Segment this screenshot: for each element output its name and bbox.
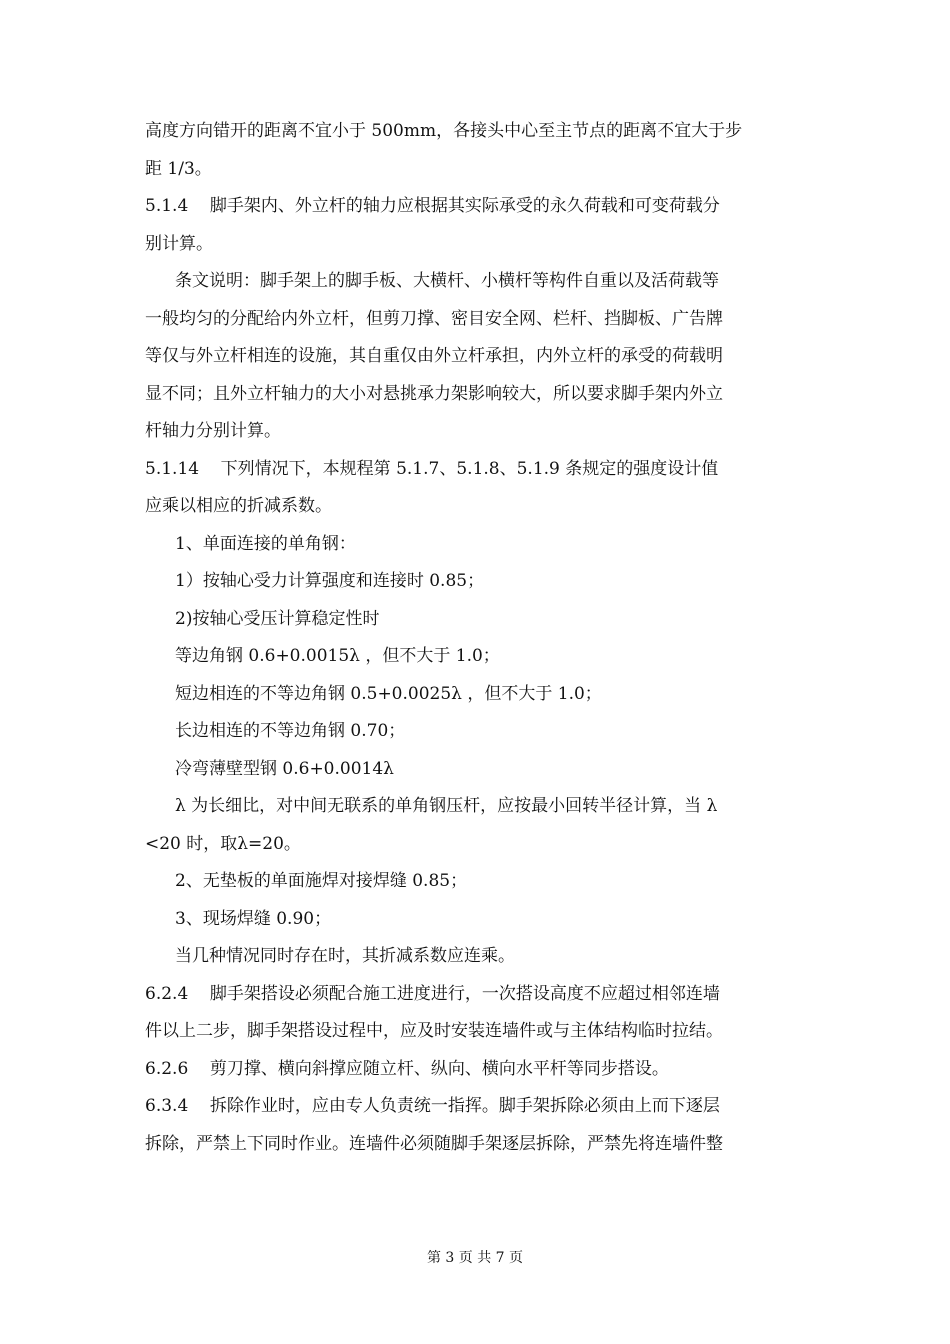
text-line: 当几种情况同时存在时，其折减系数应连乘。 [175, 946, 515, 966]
text-line: 件以上二步，脚手架搭设过程中，应及时安装连墙件或与主体结构临时拉结。 [145, 1021, 723, 1041]
text-line: 一般均匀的分配给内外立杆，但剪刀撑、密目安全网、栏杆、挡脚板、广告牌 [145, 308, 723, 329]
list-item: 2、无垫板的单面施焊对接焊缝 0.85； [175, 871, 468, 891]
text-line: 距 1/3。 [145, 158, 212, 179]
list-item: 1、单面连接的单角钢： [175, 533, 356, 554]
list-item: 等边角钢 0.6+0.0015λ ，但不大于 1.0； [175, 646, 500, 666]
list-item: 冷弯薄壁型钢 0.6+0.0014λ [175, 758, 394, 779]
text-line: λ 为长细比，对中间无联系的单角钢压杆，应按最小回转半径计算，当 λ [175, 796, 718, 816]
clause-5-1-4: 5.1.4 脚手架内、外立杆的轴力应根据其实际承受的永久荷载和可变荷载分 [145, 196, 720, 216]
text-line: 拆除，严禁上下同时作业。连墙件必须随脚手架逐层拆除，严禁先将连墙件整 [145, 1133, 723, 1154]
list-item: 1）按轴心受力计算强度和连接时 0.85； [175, 571, 485, 591]
text-line: 别计算。 [145, 233, 213, 254]
clause-5-1-14: 5.1.14 下列情况下，本规程第 5.1.7、5.1.8、5.1.9 条规定的强度设计值 [145, 458, 719, 479]
clause-6-3-4: 6.3.4 拆除作业时，应由专人负责统一指挥。脚手架拆除必须由上而下逐层 [145, 1096, 720, 1116]
list-item: 2)按轴心受压计算稳定性时 [175, 608, 380, 629]
page-number-footer: 第 3 页 共 7 页 [426, 1250, 524, 1266]
list-item: 3、现场焊缝 0.90； [175, 908, 332, 929]
document-body [145, 113, 810, 1163]
text-line: <20 时，取λ=20。 [145, 833, 301, 854]
clause-6-2-4: 6.2.4 脚手架搭设必须配合施工进度进行，一次搭设高度不应超过相邻连墙 [145, 983, 720, 1004]
text-line: 应乘以相应的折减系数。 [145, 496, 332, 516]
text-line: 杆轴力分别计算。 [145, 421, 281, 441]
list-item: 长边相连的不等边角钢 0.70； [175, 721, 406, 741]
clause-explanation: 条文说明：脚手架上的脚手板、大横杆、小横杆等构件自重以及活荷载等 [175, 271, 719, 291]
text-line: 显不同；且外立杆轴力的大小对悬挑承力架影响较大，所以要求脚手架内外立 [145, 383, 723, 404]
list-item: 短边相连的不等边角钢 0.5+0.0025λ ，但不大于 1.0； [175, 683, 602, 704]
text-line: 等仅与外立杆相连的设施，其自重仅由外立杆承担，内外立杆的承受的荷载明 [145, 346, 723, 366]
clause-6-2-6: 6.2.6 剪刀撑、横向斜撑应随立杆、纵向、横向水平杆等同步搭设。 [145, 1058, 669, 1079]
text-line: 高度方向错开的距离不宜小于 500mm，各接头中心至主节点的距离不宜大于步 [145, 121, 743, 141]
